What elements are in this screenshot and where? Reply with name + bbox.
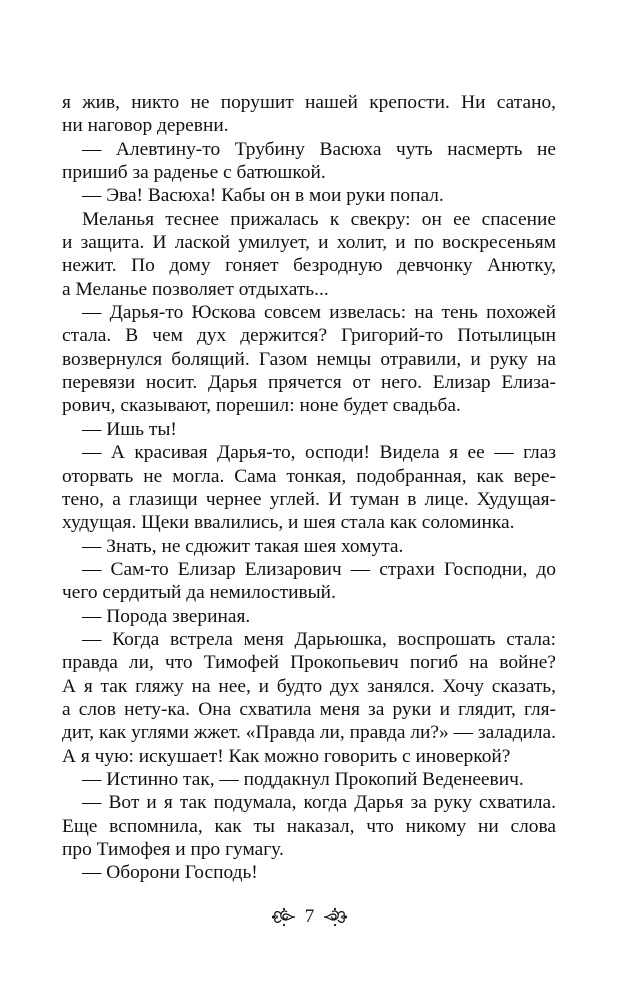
text-line: а слов нету-ка. Она схватила меня за руки и глядит, гля-	[62, 698, 556, 720]
text-line: — Когда встрела меня Дарьюшка, воспрошать стала:	[82, 628, 556, 650]
text-line: Еще вспомнила, как ты наказал, что никому ни слова	[62, 815, 556, 837]
text-line: правда ли, что Тимофей Прокопьевич погиб на войне?	[62, 652, 556, 674]
text-line: — Знать, не сдюжит такая шея хомута.	[82, 535, 404, 557]
page-footer	[0, 906, 619, 928]
text-line: — Истинно так, — поддакнул Прокопий Веденеевич.	[82, 768, 524, 790]
text-line: и защита. И лаской умилует, и холит, и по воскресеньям	[62, 232, 556, 254]
text-line: — А красивая Дарья-то, осподи! Видела я ее — глаз	[82, 442, 556, 464]
text-line: А я чую: искушает! Как можно говорить с иноверкой?	[62, 745, 511, 767]
text-line: рович, сказывают, порешил: ноне будет свадьба.	[62, 395, 461, 417]
text-line: тено, а глазищи чернее углей. И туман в лице. Худущая-	[62, 488, 556, 510]
text-line: — Дарья-то Юскова совсем извелась: на тень похожей	[82, 302, 556, 324]
text-line: возвернулся болящий. Газом немцы отравили, и руку на	[62, 348, 556, 370]
text-line: — Вот и я так подумала, когда Дарья за руку схватила.	[82, 792, 556, 814]
text-line: нежит. По дому гоняет безродную девчонку Анютку,	[62, 255, 556, 277]
text-line: перевязи носит. Дарья прячется от него. Елизар Елиза-	[62, 372, 556, 394]
text-line: чего сердитый да немилостивый.	[62, 582, 336, 604]
text-line: А я так гляжу на нее, и будто дух занялся. Хочу сказать,	[62, 675, 556, 697]
text-line: Меланья теснее прижалась к свекру: он ее спасение	[82, 208, 556, 230]
fleuron-right-icon	[322, 906, 348, 928]
text-line: — Эва! Васюха! Кабы он в мои руки попал.	[82, 185, 444, 207]
text-line: оторвать не могла. Сама тонкая, подобранная, как вере-	[62, 465, 556, 487]
text-line: а Меланье позволяет отдыхать...	[62, 278, 329, 300]
body-text	[62, 91, 556, 885]
text-line: пришиб за раденье с батюшкой.	[62, 162, 326, 184]
text-line: я жив, никто не порушит нашей крепости. Ни сатано,	[62, 92, 556, 113]
page-number: 7	[304, 906, 315, 927]
text-line: — Ишь ты!	[82, 418, 177, 440]
fleuron-left-icon	[271, 906, 297, 928]
text-line: худущая. Щеки ввалились, и шея стала как соломинка.	[62, 512, 515, 534]
text-line: — Сам-то Елизар Елизарович — страхи Господни, до	[82, 558, 556, 580]
text-line: дит, как углями жжет. «Правда ли, правда ли?» — заладила.	[62, 722, 556, 744]
text-line: — Порода звериная.	[82, 605, 251, 627]
text-line: ни наговор деревни.	[62, 115, 229, 137]
text-line: про Тимофея и про гумагу.	[62, 839, 284, 860]
text-line: — Алевтину-то Трубину Васюха чуть насмерть не	[82, 138, 556, 160]
text-line: — Оборони Господь!	[82, 862, 258, 884]
text-line: стала. В чем дух держится? Григорий-то Потылицын	[62, 325, 556, 347]
